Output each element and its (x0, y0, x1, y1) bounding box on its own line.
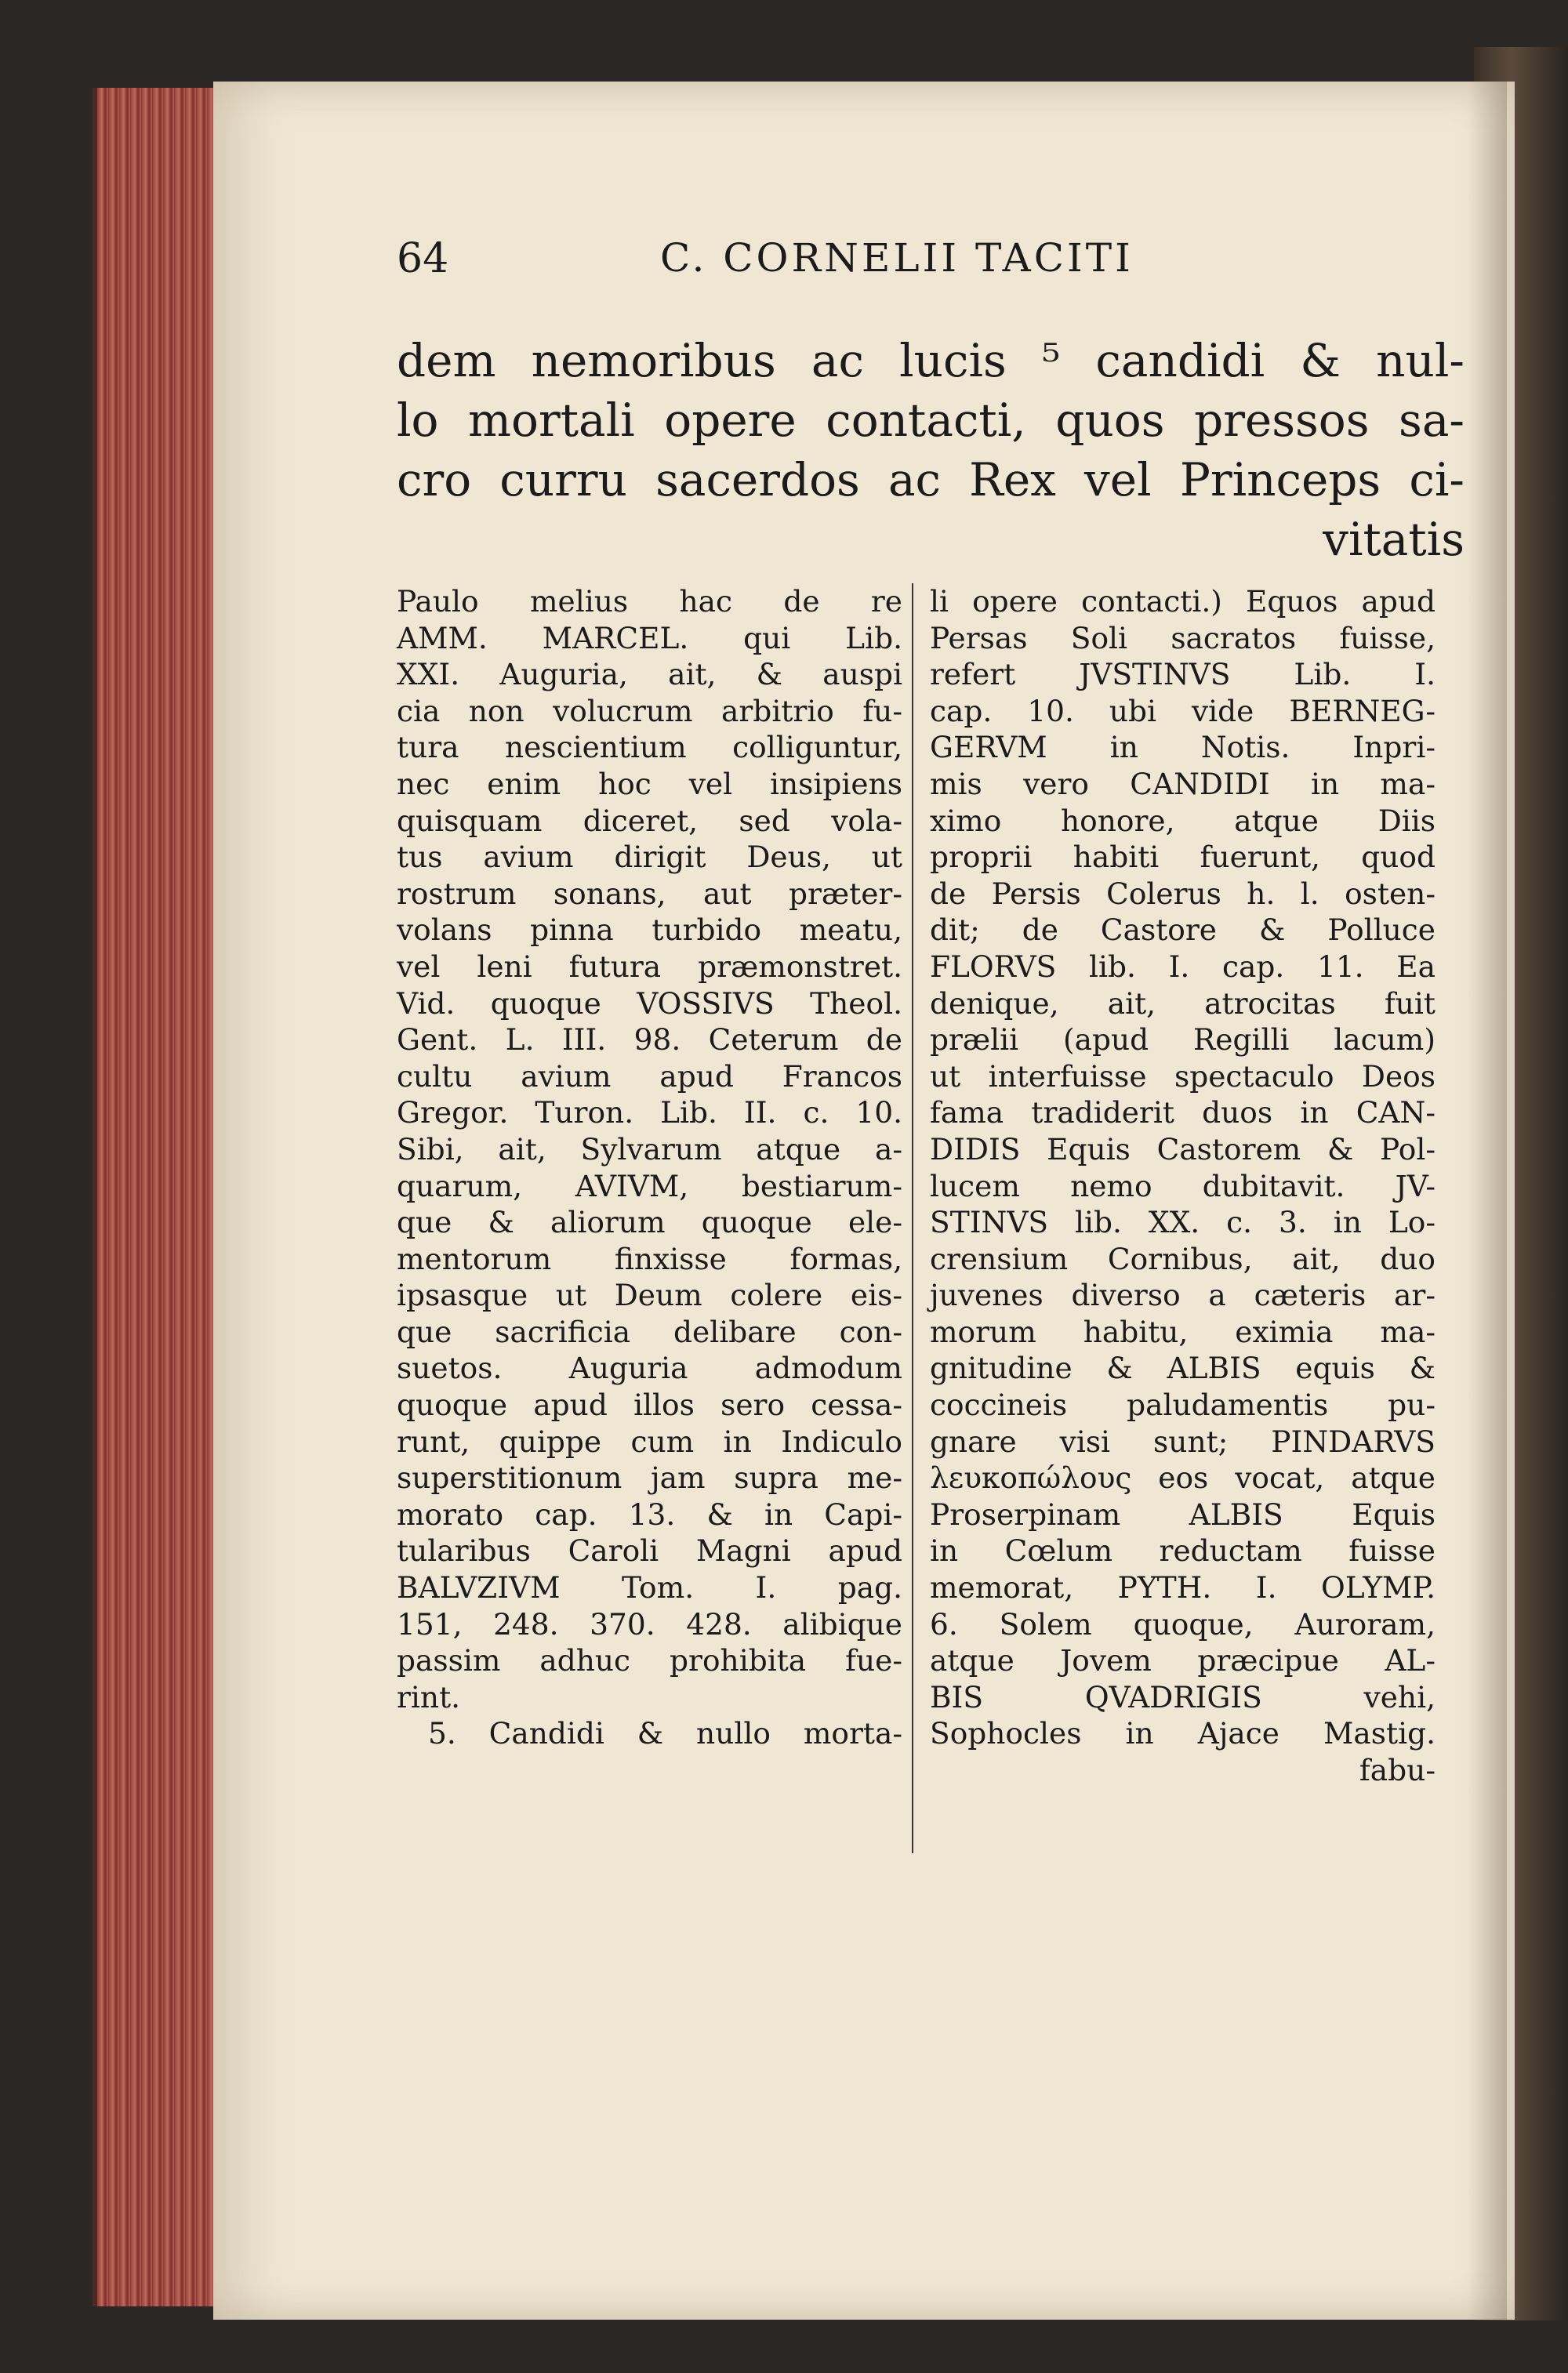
note-line: proprii habiti fuerunt, quod (930, 840, 1436, 875)
note-line: Gregor. Turon. Lib. II. c. 10. (397, 1095, 902, 1130)
note-line: volans pinna turbido meatu, (397, 913, 902, 948)
note-line: rostrum sonans, aut præter- (397, 876, 902, 911)
note-line: fabu- (1359, 1753, 1436, 1787)
note-line: dit; de Castore & Polluce (930, 913, 1436, 948)
note-line: coccineis paludamentis pu- (930, 1388, 1436, 1423)
note-line: 5. Candidi & nullo morta- (428, 1716, 902, 1751)
note-line: tura nescientium colliguntur, (397, 730, 902, 765)
note-line: quisquam diceret, sed vola- (397, 803, 902, 838)
note-line: gnitudine & ALBIS equis & (930, 1351, 1436, 1386)
note-line: Sophocles in Ajace Mastig. (930, 1716, 1436, 1751)
page-edges (93, 88, 223, 2306)
note-line: ximo honore, atque Diis (930, 803, 1436, 838)
note-line: que sacrificia delibare con- (397, 1314, 902, 1349)
note-line: Proserpinam ALBIS Equis (930, 1497, 1436, 1532)
footnote-column-right (930, 583, 1436, 1789)
note-line: morum habitu, eximia ma- (930, 1314, 1436, 1349)
note-line: λευκοπώλους eos vocat, atque (930, 1460, 1436, 1496)
note-line: BALVZIVM Tom. I. pag. (397, 1570, 902, 1606)
note-line: crensium Cornibus, ait, duo (930, 1241, 1436, 1276)
gutter-shadow (1468, 82, 1507, 2320)
note-line: denique, ait, atrocitas fuit (930, 985, 1436, 1021)
note-line: fama tradiderit duos in CAN- (930, 1095, 1436, 1130)
note-line: juvenes diverso a cæteris ar- (930, 1278, 1436, 1313)
note-line: quarum, AVIVM, bestiarum- (397, 1168, 902, 1203)
note-line: XXI. Auguria, ait, & auspi (397, 657, 902, 692)
main-text-line: lo mortali opere contacti, quos pressos sa- (397, 394, 1465, 447)
note-line: rint. (397, 1679, 461, 1714)
footnote-column-left (397, 583, 902, 1752)
note-line: Gent. L. III. 98. Ceterum de (397, 1022, 902, 1058)
note-line: cap. 10. ubi vide BERNEG- (930, 693, 1436, 728)
note-line: in Cœlum reductam fuisse (930, 1533, 1436, 1569)
main-text-line: dem nemoribus ac lucis ⁵ candidi & nul- (397, 334, 1465, 387)
note-line: GERVM in Notis. Inpri- (930, 730, 1436, 765)
note-line: superstitionum jam supra me- (397, 1460, 902, 1496)
note-line: atque Jovem præcipue AL- (930, 1643, 1436, 1678)
note-line: suetos. Auguria admodum (397, 1351, 902, 1386)
note-line: FLORVS lib. I. cap. 11. Ea (930, 949, 1436, 984)
note-line: cultu avium apud Francos (397, 1058, 902, 1094)
note-line: nec enim hoc vel insipiens (397, 766, 902, 801)
note-line: morato cap. 13. & in Capi- (397, 1497, 902, 1532)
note-line: 151, 248. 370. 428. alibique (397, 1606, 902, 1642)
note-line: lucem nemo dubitavit. JV- (930, 1168, 1436, 1203)
note-line: DIDIS Equis Castorem & Pol- (930, 1131, 1436, 1167)
page-number: 64 (397, 235, 449, 282)
note-line: quoque apud illos sero cessa- (397, 1388, 902, 1423)
note-line: Persas Soli sacratos fuisse, (930, 620, 1436, 655)
footnotes (397, 583, 1465, 1994)
note-line: prælii (apud Regilli lacum) (930, 1022, 1436, 1058)
note-line: li opere contacti.) Equos apud (930, 584, 1436, 619)
main-text (397, 331, 1465, 569)
note-line: ut interfuisse spectaculo Deos (930, 1058, 1436, 1094)
note-line: tus avium dirigit Deus, ut (397, 840, 902, 875)
note-line: ipsasque ut Deum colere eis- (397, 1278, 902, 1313)
note-line: 6. Solem quoque, Auroram, (930, 1606, 1436, 1642)
book-page (213, 82, 1515, 2320)
note-line: Paulo melius hac de re (397, 584, 902, 619)
running-title: C. CORNELII TACITI (660, 235, 1134, 281)
note-line: gnare visi sunt; PINDARVS (930, 1424, 1436, 1459)
note-line: AMM. MARCEL. qui Lib. (397, 620, 902, 655)
note-line: mis vero CANDIDI in ma- (930, 766, 1436, 801)
note-line: mentorum finxisse formas, (397, 1241, 902, 1276)
note-line: cia non volucrum arbitrio fu- (397, 693, 902, 728)
note-line: tularibus Caroli Magni apud (397, 1533, 902, 1569)
note-line: passim adhuc prohibita fue- (397, 1643, 902, 1678)
column-divider (912, 583, 913, 1853)
note-line: refert JVSTINVS Lib. I. (930, 657, 1436, 692)
note-line: Vid. quoque VOSSIVS Theol. (397, 985, 902, 1021)
note-line: de Persis Colerus h. l. osten- (930, 876, 1436, 911)
note-line: BIS QVADRIGIS vehi, (930, 1679, 1436, 1714)
note-line: runt, quippe cum in Indiculo (397, 1424, 902, 1459)
note-line: memorat, PYTH. I. OLYMP. (930, 1570, 1436, 1606)
main-text-line: cro curru sacerdos ac Rex vel Princeps ci- (397, 453, 1465, 506)
main-text-line: vitatis (1323, 513, 1465, 566)
note-line: STINVS lib. XX. c. 3. in Lo- (930, 1205, 1436, 1240)
note-line: Sibi, ait, Sylvarum atque a- (397, 1131, 902, 1167)
note-line: que & aliorum quoque ele- (397, 1205, 902, 1240)
running-head (397, 235, 1479, 298)
note-line: vel leni futura præmonstret. (397, 949, 902, 984)
